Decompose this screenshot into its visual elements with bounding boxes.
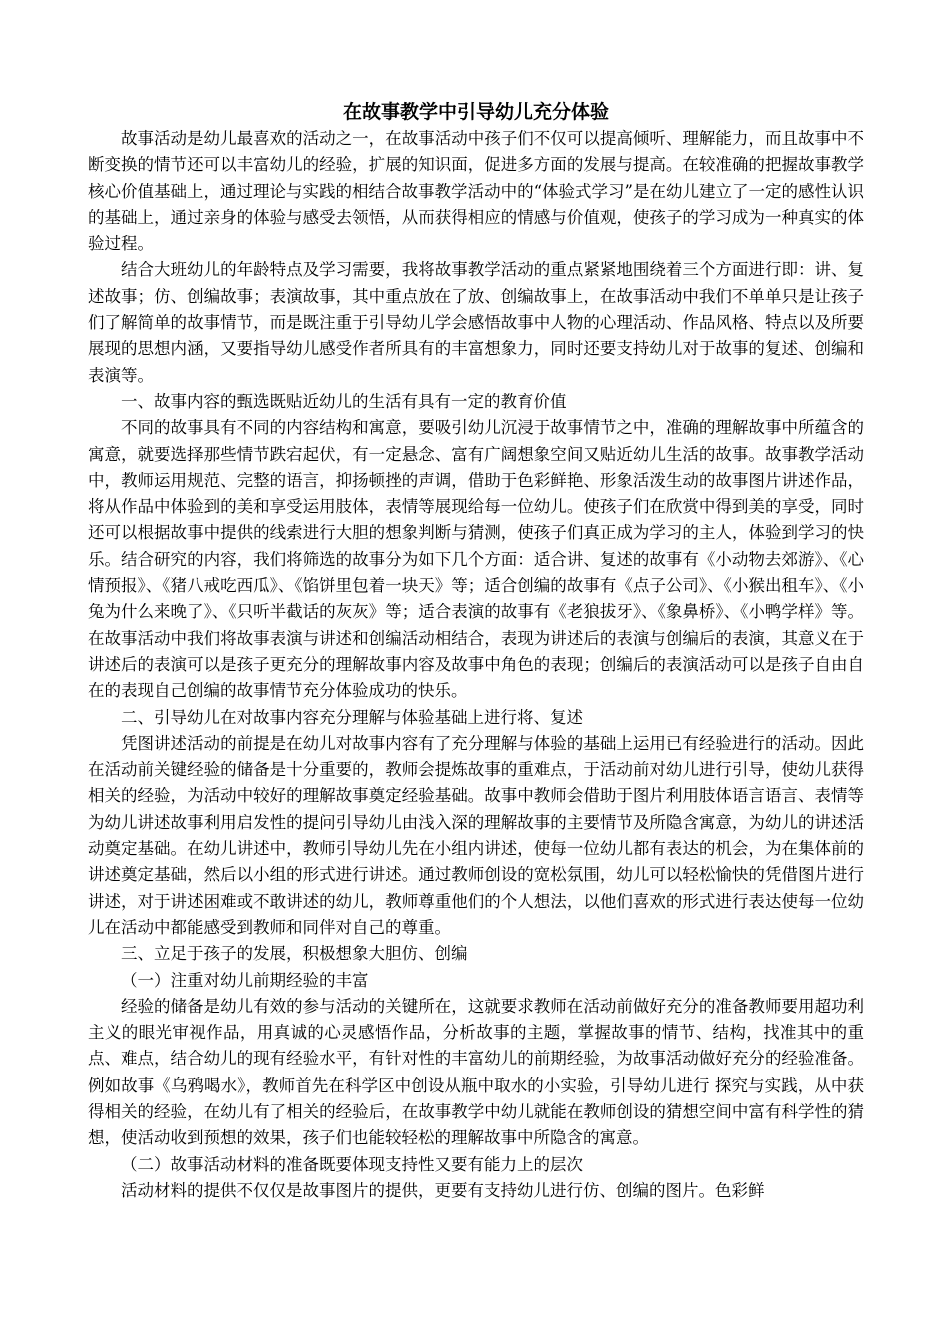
section-heading-1: 一、故事内容的甄选既贴近幼儿的生活有具有一定的教育价值: [121, 391, 567, 411]
section-heading-2: 二、引导幼儿在对故事内容充分理解与体验基础上进行将、复述: [121, 707, 583, 727]
paragraph-experience: 经验的储备是幼儿有效的参与活动的关键所在，这就要求教师在活动前做好充分的准备教师要用超功利主义的眼光审视作品，用真诚的心灵感悟作品，分析故事的主题，掌握故事的情节、结构，找准其中的重点、难点，结合幼儿的现有经验水平，有针对性的丰富幼儿的前期经验，为故事活动做好充分的经验准备。例如故事《乌鸦喝水》，教师首先在科学区中创设从瓶中取水的小实验，引导幼儿进行 探究与实践，从中获得相关的经验，在幼儿有了相关的经验后，在故事教学中幼儿就能在教师创设的猜想空间中富有科学性的猜想，使活动收到预想的效果，孩子们也能较轻松的理解故事中所隐含的寓意。: [88, 996, 864, 1148]
paragraph-intro: 故事活动是幼儿最喜欢的活动之一，在故事活动中孩子们不仅可以提高倾听、理解能力，而且故事中不断变换的情节还可以丰富幼儿的经验，扩展的知识面，促进多方面的发展与提高。在较准确的把握故事教学核心价值基础上，通过理论与实践的相结合故事教学活动中的“体验式学习”是在幼儿建立了一定的感性认识的基础上，通过亲身的体验与感受去领悟，从而获得相应的情感与价值观，使孩子的学习成为一种真实的体验过程。: [88, 129, 864, 254]
paragraph-story-selection: 不同的故事具有不同的内容结构和寓意，要吸引幼儿沉浸于故事情节之中，准确的理解故事中所蕴含的寓意，就要选择那些情节跌宕起伏，有一定悬念、富有广阔想象空间又贴近幼儿生活的故事。故事教学活动中，教师运用规范、完整的语言，抑扬顿挫的声调，借助于色彩鲜艳、形象活泼生动的故事图片讲述作品，将从作品中体验到的美和享受运用肢体，表情等展现给每一位幼儿。使孩子们在欣赏中得到美的享受，同时还可以根据故事中提供的线索进行大胆的想象判断与猜测，使孩子们真正成为学习的主人，体验到学习的快乐。结合研究的内容，我们将筛选的故事分为如下几个方面：适合讲、复述的故事有《小动物去郊游》、《心情预报》、《猪八戒吃西瓜》、《馅饼里包着一块天》等；适合创编的故事有《点子公司》、《小猴出租车》、《小兔为什么来晚了》、《只听半截话的灰灰》等；适合表演的故事有《老狼拔牙》、《象鼻桥》、《小鸭学样》等。在故事活动中我们将故事表演与讲述和创编活动相结合，表现为讲述后的表演与创编后的表演，其意义在于讲述后的表演可以是孩子更充分的理解故事内容及故事中角色的表现；创编后的表演活动可以是孩子自由自在的表现自己创编的故事情节充分体验成功的快乐。: [88, 418, 864, 701]
paragraph-retelling: 凭图讲述活动的前提是在幼儿对故事内容有了充分理解与体验的基础上运用已有经验进行的活动。因此在活动前关键经验的储备是十分重要的，教师会提炼故事的重难点，于活动前对幼儿进行引导，使幼儿获得相关的经验，为活动中较好的理解故事奠定经验基础。故事中教师会借助于图片利用肢体语言语言、表情等为幼儿讲述故事利用启发性的提问引导幼儿由浅入深的理解故事的主要情节及所隐含寓意，为幼儿的讲述活动奠定基础。在幼儿讲述中，教师引导幼儿先在小组内讲述，使每一位幼儿都有表达的机会，为在集体前的讲述奠定基础，然后以小组的形式进行讲述。通过教师创设的宽松氛围，幼儿可以轻松愉快的凭借图片进行讲述，对于讲述困难或不敢讲述的幼儿，教师尊重他们的个人想法，以他们喜欢的形式进行表达使每一位幼儿在活动中都能感受到教师和同伴对自己的尊重。: [88, 733, 864, 937]
subsection-heading-3-2: （二）故事活动材料的准备既要体现支持性又要有能力上的层次: [121, 1154, 583, 1174]
section-heading-3: 三、立足于孩子的发展，积极想象大胆仿、创编: [121, 944, 468, 964]
paragraph-materials: 活动材料的提供不仅仅是故事图片的提供，更要有支持幼儿进行仿、创编的图片。色彩鲜: [121, 1180, 765, 1200]
document-page: [88, 98, 864, 1204]
subsection-heading-3-1: （一）注重对幼儿前期经验的丰富: [121, 970, 369, 990]
paragraph-focus: 结合大班幼儿的年龄特点及学习需要，我将故事教学活动的重点紧紧地围绕着三个方面进行即：讲、复述故事；仿、创编故事；表演故事，其中重点放在了放、创编故事上，在故事活动中我们不单单只是让孩子们了解简单的故事情节，而是既注重于引导幼儿学会感悟故事中人物的心理活动、作品风格、特点以及所要展现的思想内涵，又要指导幼儿感受作者所具有的丰富想象力，同时还要支持幼儿对于故事的复述、创编和表演等。: [88, 260, 864, 385]
document-body: [88, 126, 864, 1204]
page-title: 在故事教学中引导幼儿充分体验: [342, 101, 609, 123]
